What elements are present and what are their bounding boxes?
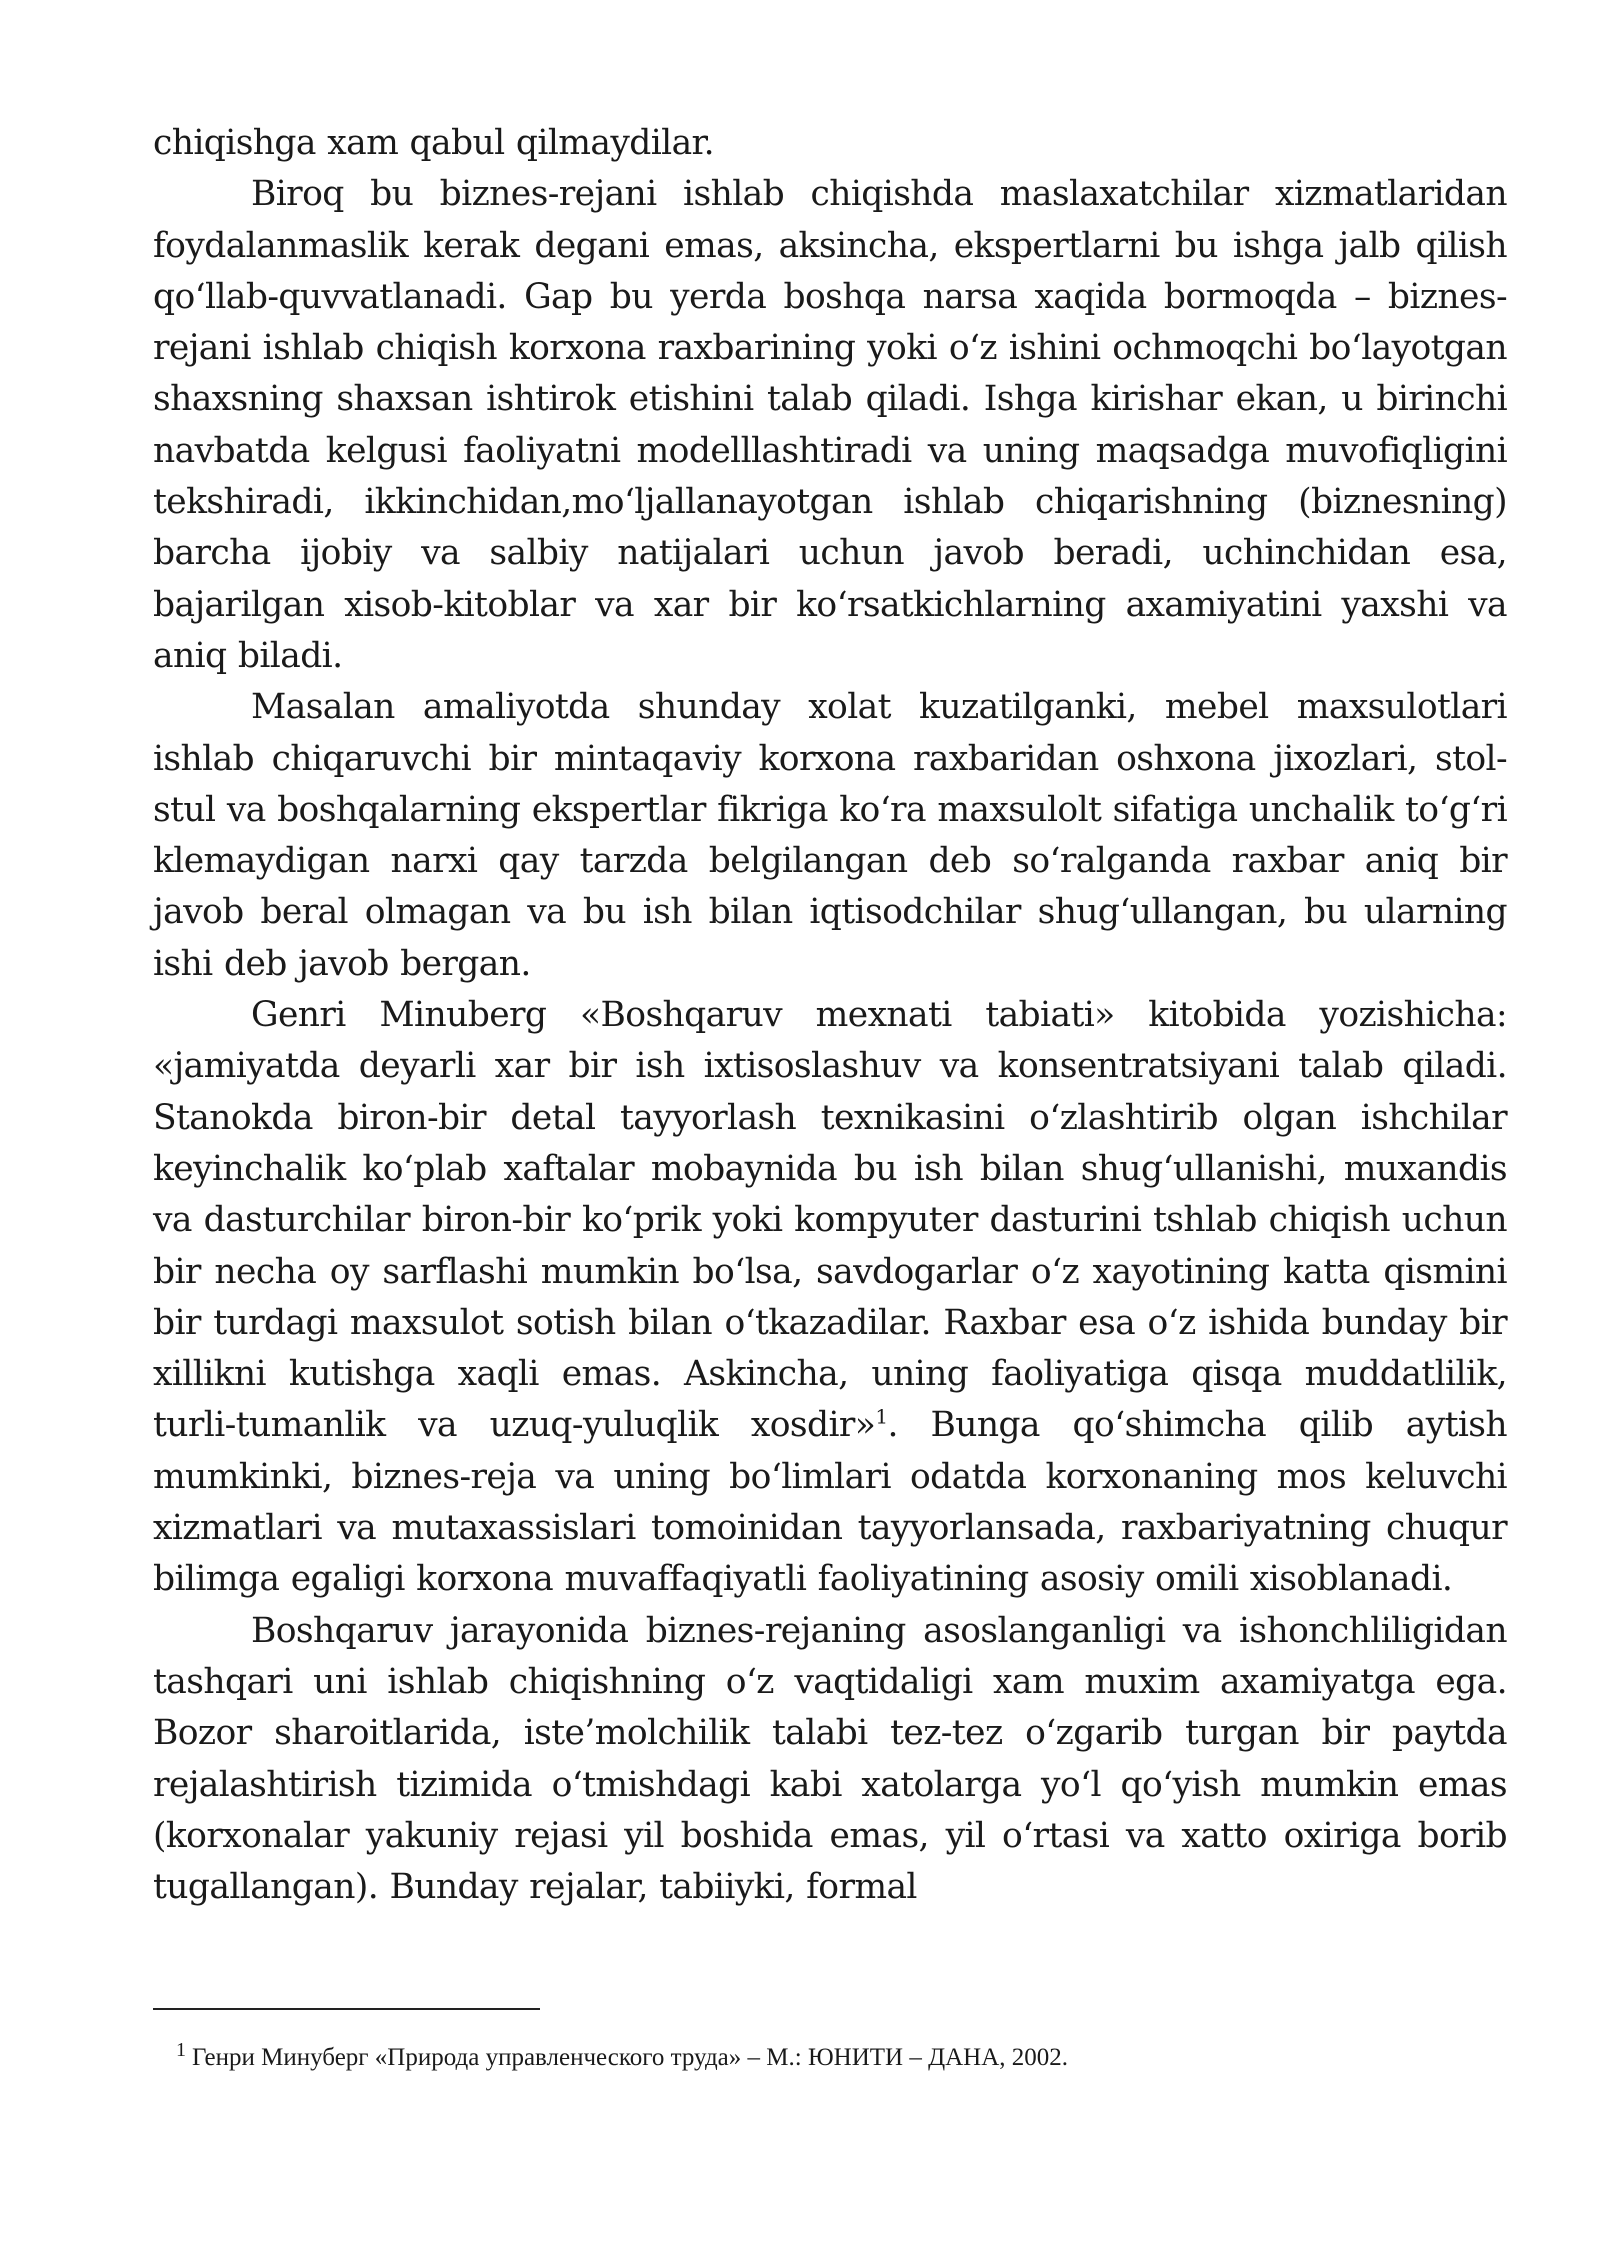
footnote-text: Генри Минуберг «Природа управленческого труда» – М.: ЮНИТИ – ДАНА, 2002. xyxy=(192,2044,1069,2071)
paragraph-3: Masalan amaliyotda shunday xolat kuzatilganki, mebel maxsulotlari ishlab chiqaruvchi bir mintaqaviy korxona raxbaridan oshxona jixozlari, stol-stul va boshqalarning ekspertlar fikriga ko‘ra maxsulolt sifatiga unchalik to‘g‘ri klemaydigan narxi qay tarzda belgilangan deb so‘ralganda raxbar aniq bir javob beral olmagan va bu ish bilan iqtisodchilar shug‘ullangan, bu ularning ishi deb javob bergan. xyxy=(153,687,1507,984)
footnote-number: 1 xyxy=(176,2038,186,2061)
paragraph-5: Boshqaruv jarayonida biznes-rejaning asoslanganligi va ishonchliligidan tashqari uni ishlab chiqishning o‘z vaqtidaligi xam muxim axamiyatga ega. Bozor sharoitlarida, iste’molchilik talabi tez-tez o‘zgarib turgan bir paytda rejalashtirish tizimida o‘tmishdagi kabi xatolarga yo‘l qo‘yish mumkin emas (korxonalar yakuniy rejasi yil boshida emas, yil o‘rtasi va xatto oxiriga borib tugallangan). Bunday rejalar, tabiiyki, formal xyxy=(153,1610,1507,1908)
paragraph-1: chiqishga xam qabul qilmaydilar. xyxy=(153,123,715,163)
paragraph-4-text-before: Genri Minuberg «Boshqaruv mexnati tabiati» kitobida yozishicha: «jamiyatda deyarli xar bir ish ixtisoslashuv va konsentratsiyani talab qiladi. Stanokda biron-bir detal tayyorlash texnikasini o‘zlashtirib olgan ishchilar keyinchalik ko‘plab xaftalar mobaynida bu ish bilan shug‘ullanishi, muxandis va dasturchilar biron-bir ko‘prik yoki kompyuter dasturini tshlab chiqish uchun bir necha oy sarflashi mumkin bo‘lsa, savdogarlar o‘z xayotining katta qismini bir turdagi maxsulot sotish bilan o‘tkazadilar. Raxbar esa o‘z ishida bunday bir xillikni kutishga xaqli emas. Askincha, uning faoliyatiga qisqa muddatlilik, turli-tumanlik va uzuq-yuluqlik xosdir» xyxy=(153,995,1507,1446)
paragraph-4-text-after: . Bunga qo‘shimcha qilib aytish mumkinki, biznes-reja va uning bo‘limlari odatda korxonaning mos keluvchi xizmatlari va mutaxassislari tomoinidan tayyorlansada, raxbariyatning chuqur bilimga egaligi korxona muvaffaqiyatli faoliyatining asosiy omili xisoblanadi. xyxy=(153,1405,1508,1600)
paragraph-2: Biroq bu biznes-rejani ishlab chiqishda maslaxatchilar xizmatlaridan foydalanmaslik kerak degani emas, aksincha, ekspertlarni bu ishga jalb qilish qo‘llab-quvvatlanadi. Gap bu yerda boshqa narsa xaqida bormoqda – biznes-rejani ishlab chiqish korxona raxbarining yoki o‘z ishini ochmoqchi bo‘layotgan shaxsning shaxsan ishtirok etishini talab qiladi. Ishga kirishar ekan, u birinchi navbatda kelgusi faoliyatni modelllashtiradi va uning maqsadga muvofiqligini tekshiradi, ikkinchidan,mo‘ljallanayotgan ishlab chiqarishning (biznesning) barcha ijobiy va salbiy natijalari uchun javob beradi, uchinchidan esa, bajarilgan xisob-kitoblar va xar bir ko‘rsatkichlarning axamiyatini yaxshi va aniq biladi. xyxy=(153,174,1507,676)
paragraph-4 xyxy=(153,990,1507,1606)
body-text xyxy=(153,118,1507,1913)
footnote-separator xyxy=(153,2008,540,2010)
footnote-reference[interactable]: 1 xyxy=(875,1404,888,1429)
footnote xyxy=(176,2040,1476,2076)
